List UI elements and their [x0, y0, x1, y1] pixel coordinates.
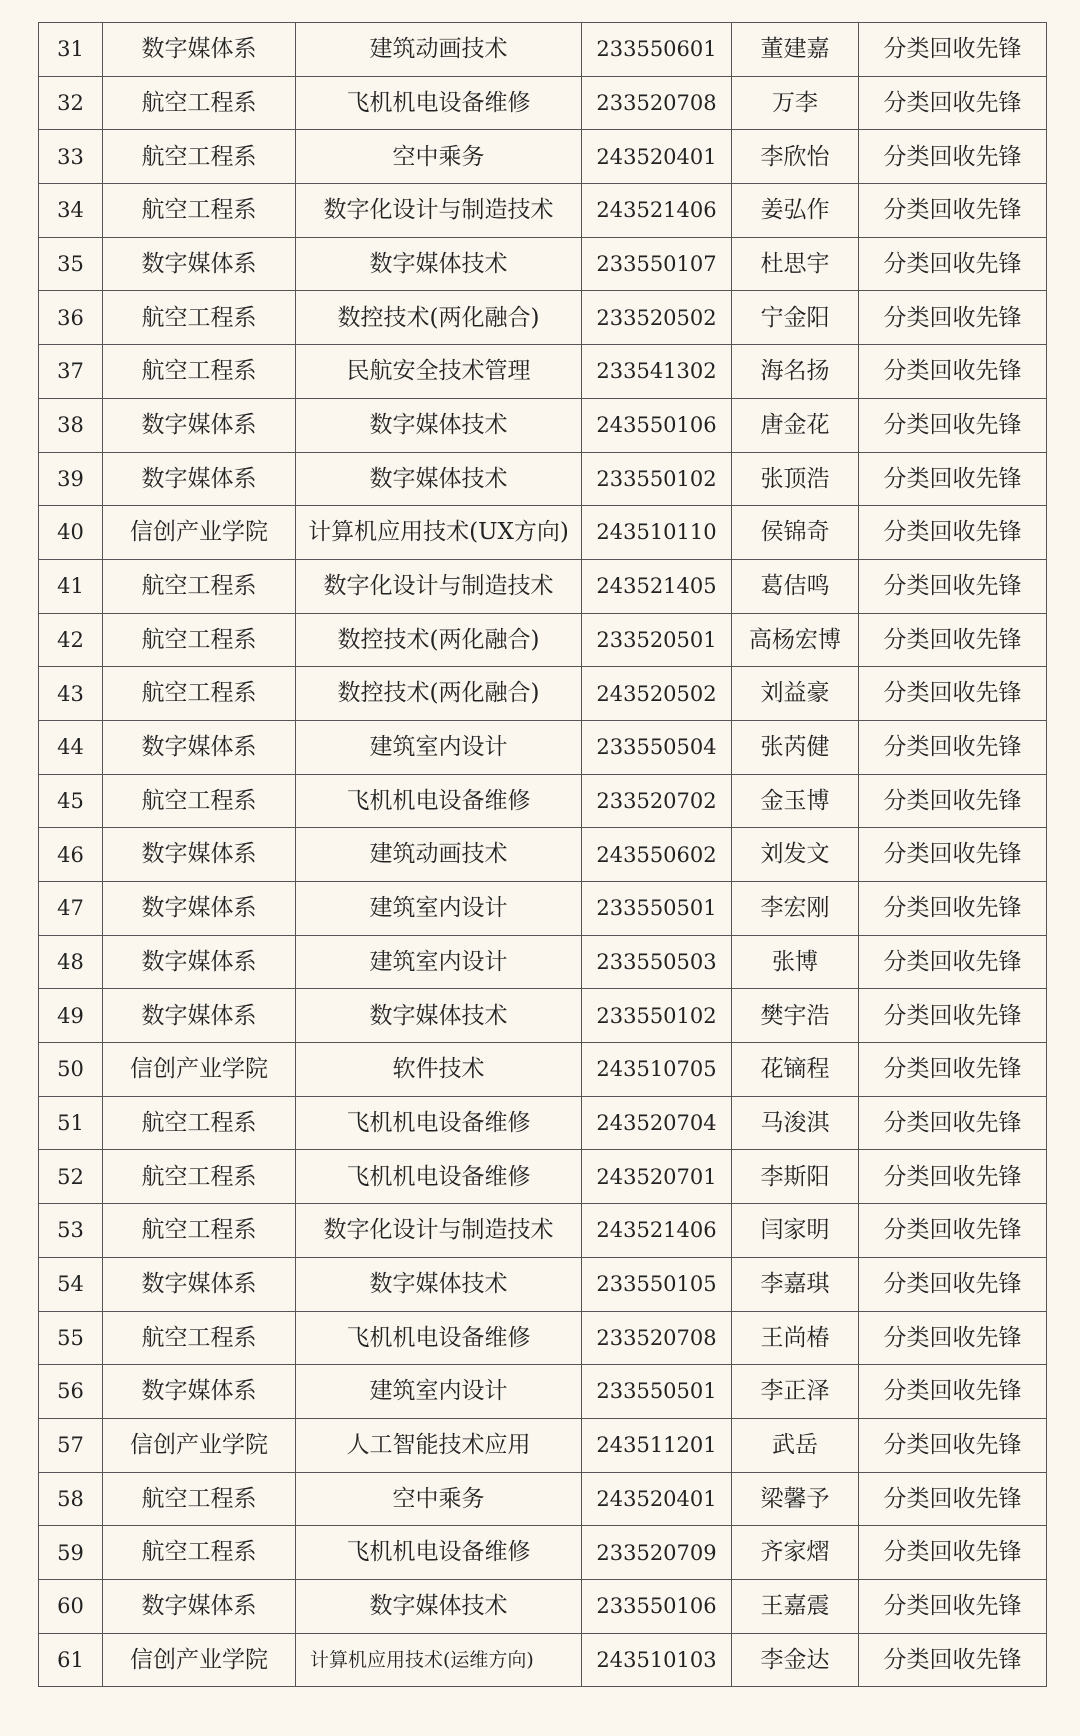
cell-department: 信创产业学院	[103, 506, 296, 560]
cell-name: 万李	[732, 76, 859, 130]
cell-name: 花镝程	[732, 1043, 859, 1097]
cell-name: 马浚淇	[732, 1096, 859, 1150]
cell-major: 飞机机电设备维修	[296, 1526, 582, 1580]
table-row	[39, 667, 1047, 721]
cell-student-id: 243520701	[582, 1150, 732, 1204]
cell-name: 葛佶鸣	[732, 559, 859, 613]
cell-student-id: 233550504	[582, 720, 732, 774]
cell-major: 数控技术(两化融合)	[296, 613, 582, 667]
cell-award: 分类回收先锋	[859, 989, 1047, 1043]
cell-major: 数字化设计与制造技术	[296, 559, 582, 613]
cell-department: 数字媒体系	[103, 828, 296, 882]
cell-major: 软件技术	[296, 1043, 582, 1097]
cell-award: 分类回收先锋	[859, 1043, 1047, 1097]
cell-major: 民航安全技术管理	[296, 345, 582, 399]
cell-major: 数字媒体技术	[296, 452, 582, 506]
table-row	[39, 1204, 1047, 1258]
cell-department: 航空工程系	[103, 1311, 296, 1365]
cell-award: 分类回收先锋	[859, 1150, 1047, 1204]
cell-major: 建筑室内设计	[296, 882, 582, 936]
cell-student-id: 243520704	[582, 1096, 732, 1150]
cell-name: 金玉博	[732, 774, 859, 828]
cell-name: 李嘉琪	[732, 1257, 859, 1311]
table-row	[39, 76, 1047, 130]
cell-department: 数字媒体系	[103, 398, 296, 452]
cell-name: 高杨宏博	[732, 613, 859, 667]
cell-major: 数字媒体技术	[296, 398, 582, 452]
cell-student-id: 233520708	[582, 1311, 732, 1365]
cell-award: 分类回收先锋	[859, 720, 1047, 774]
cell-department: 航空工程系	[103, 345, 296, 399]
cell-name: 梁馨予	[732, 1472, 859, 1526]
cell-award: 分类回收先锋	[859, 506, 1047, 560]
cell-major: 空中乘务	[296, 130, 582, 184]
cell-award: 分类回收先锋	[859, 1311, 1047, 1365]
table-row	[39, 1096, 1047, 1150]
cell-index: 59	[39, 1526, 103, 1580]
cell-department: 航空工程系	[103, 1096, 296, 1150]
cell-student-id: 233520709	[582, 1526, 732, 1580]
cell-index: 57	[39, 1418, 103, 1472]
cell-student-id: 243550106	[582, 398, 732, 452]
cell-name: 刘发文	[732, 828, 859, 882]
table-row	[39, 1311, 1047, 1365]
cell-major: 建筑室内设计	[296, 720, 582, 774]
cell-student-id: 233550102	[582, 989, 732, 1043]
cell-index: 32	[39, 76, 103, 130]
cell-award: 分类回收先锋	[859, 291, 1047, 345]
cell-student-id: 243510705	[582, 1043, 732, 1097]
cell-major: 人工智能技术应用	[296, 1418, 582, 1472]
cell-major: 飞机机电设备维修	[296, 1150, 582, 1204]
cell-student-id: 233541302	[582, 345, 732, 399]
cell-name: 侯锦奇	[732, 506, 859, 560]
cell-department: 信创产业学院	[103, 1043, 296, 1097]
cell-department: 航空工程系	[103, 1526, 296, 1580]
cell-index: 51	[39, 1096, 103, 1150]
cell-student-id: 243520401	[582, 1472, 732, 1526]
cell-index: 39	[39, 452, 103, 506]
table-row	[39, 1472, 1047, 1526]
cell-department: 数字媒体系	[103, 1365, 296, 1419]
table-row	[39, 559, 1047, 613]
cell-major: 飞机机电设备维修	[296, 1311, 582, 1365]
cell-name: 李宏刚	[732, 882, 859, 936]
cell-award: 分类回收先锋	[859, 1204, 1047, 1258]
cell-major: 飞机机电设备维修	[296, 1096, 582, 1150]
cell-major: 数字媒体技术	[296, 1579, 582, 1633]
cell-index: 38	[39, 398, 103, 452]
cell-student-id: 233520502	[582, 291, 732, 345]
cell-department: 数字媒体系	[103, 237, 296, 291]
cell-major: 计算机应用技术(UX方向)	[296, 506, 582, 560]
cell-award: 分类回收先锋	[859, 1257, 1047, 1311]
cell-award: 分类回收先锋	[859, 398, 1047, 452]
cell-award: 分类回收先锋	[859, 667, 1047, 721]
cell-department: 航空工程系	[103, 184, 296, 238]
cell-student-id: 243511201	[582, 1418, 732, 1472]
cell-student-id: 233550102	[582, 452, 732, 506]
cell-name: 张芮健	[732, 720, 859, 774]
table-row	[39, 1043, 1047, 1097]
cell-name: 李欣怡	[732, 130, 859, 184]
cell-index: 42	[39, 613, 103, 667]
table-row	[39, 1365, 1047, 1419]
cell-student-id: 243520502	[582, 667, 732, 721]
cell-award: 分类回收先锋	[859, 452, 1047, 506]
cell-student-id: 243550602	[582, 828, 732, 882]
table-row	[39, 774, 1047, 828]
cell-department: 航空工程系	[103, 291, 296, 345]
cell-index: 31	[39, 23, 103, 77]
cell-department: 信创产业学院	[103, 1418, 296, 1472]
cell-department: 航空工程系	[103, 774, 296, 828]
table-row	[39, 452, 1047, 506]
cell-name: 李金达	[732, 1633, 859, 1687]
cell-name: 李斯阳	[732, 1150, 859, 1204]
cell-index: 56	[39, 1365, 103, 1419]
cell-award: 分类回收先锋	[859, 1633, 1047, 1687]
cell-major: 数字媒体技术	[296, 1257, 582, 1311]
cell-major: 建筑室内设计	[296, 1365, 582, 1419]
cell-major: 数控技术(两化融合)	[296, 667, 582, 721]
table-row	[39, 1150, 1047, 1204]
cell-award: 分类回收先锋	[859, 76, 1047, 130]
cell-major: 飞机机电设备维修	[296, 76, 582, 130]
cell-major: 数字媒体技术	[296, 989, 582, 1043]
cell-index: 46	[39, 828, 103, 882]
cell-award: 分类回收先锋	[859, 1472, 1047, 1526]
cell-award: 分类回收先锋	[859, 1526, 1047, 1580]
cell-award: 分类回收先锋	[859, 1365, 1047, 1419]
table-row	[39, 237, 1047, 291]
cell-index: 44	[39, 720, 103, 774]
cell-student-id: 243510110	[582, 506, 732, 560]
cell-index: 52	[39, 1150, 103, 1204]
cell-index: 61	[39, 1633, 103, 1687]
cell-major: 计算机应用技术(运维方向)	[296, 1633, 582, 1687]
cell-department: 航空工程系	[103, 76, 296, 130]
cell-name: 王尚椿	[732, 1311, 859, 1365]
table-row	[39, 1579, 1047, 1633]
cell-department: 航空工程系	[103, 1204, 296, 1258]
cell-department: 数字媒体系	[103, 1579, 296, 1633]
cell-index: 55	[39, 1311, 103, 1365]
cell-index: 49	[39, 989, 103, 1043]
cell-index: 40	[39, 506, 103, 560]
table-row	[39, 1257, 1047, 1311]
table-row	[39, 184, 1047, 238]
cell-award: 分类回收先锋	[859, 935, 1047, 989]
table-row	[39, 720, 1047, 774]
cell-award: 分类回收先锋	[859, 559, 1047, 613]
cell-name: 刘益豪	[732, 667, 859, 721]
cell-index: 58	[39, 1472, 103, 1526]
cell-department: 数字媒体系	[103, 935, 296, 989]
cell-major: 空中乘务	[296, 1472, 582, 1526]
cell-index: 36	[39, 291, 103, 345]
cell-index: 45	[39, 774, 103, 828]
cell-department: 数字媒体系	[103, 23, 296, 77]
award-list-table	[38, 22, 1047, 1687]
cell-major: 建筑动画技术	[296, 23, 582, 77]
cell-major: 飞机机电设备维修	[296, 774, 582, 828]
cell-student-id: 233520702	[582, 774, 732, 828]
table-row	[39, 828, 1047, 882]
cell-name: 唐金花	[732, 398, 859, 452]
cell-index: 60	[39, 1579, 103, 1633]
cell-major: 建筑室内设计	[296, 935, 582, 989]
cell-student-id: 243521405	[582, 559, 732, 613]
cell-department: 航空工程系	[103, 130, 296, 184]
cell-index: 43	[39, 667, 103, 721]
cell-department: 航空工程系	[103, 667, 296, 721]
cell-award: 分类回收先锋	[859, 184, 1047, 238]
cell-name: 武岳	[732, 1418, 859, 1472]
cell-award: 分类回收先锋	[859, 345, 1047, 399]
cell-award: 分类回收先锋	[859, 237, 1047, 291]
table-row	[39, 1526, 1047, 1580]
cell-major: 数控技术(两化融合)	[296, 291, 582, 345]
cell-index: 54	[39, 1257, 103, 1311]
cell-department: 信创产业学院	[103, 1633, 296, 1687]
cell-major: 数字媒体技术	[296, 237, 582, 291]
cell-student-id: 243521406	[582, 1204, 732, 1258]
table-row	[39, 291, 1047, 345]
table-row	[39, 882, 1047, 936]
cell-award: 分类回收先锋	[859, 613, 1047, 667]
cell-name: 张顶浩	[732, 452, 859, 506]
table-row	[39, 613, 1047, 667]
cell-name: 李正泽	[732, 1365, 859, 1419]
cell-name: 樊宇浩	[732, 989, 859, 1043]
cell-award: 分类回收先锋	[859, 23, 1047, 77]
cell-student-id: 233550107	[582, 237, 732, 291]
table-row	[39, 398, 1047, 452]
cell-award: 分类回收先锋	[859, 130, 1047, 184]
cell-award: 分类回收先锋	[859, 1096, 1047, 1150]
cell-student-id: 233550501	[582, 882, 732, 936]
cell-name: 董建嘉	[732, 23, 859, 77]
cell-major: 数字化设计与制造技术	[296, 184, 582, 238]
cell-award: 分类回收先锋	[859, 774, 1047, 828]
cell-name: 海名扬	[732, 345, 859, 399]
cell-award: 分类回收先锋	[859, 828, 1047, 882]
cell-student-id: 243520401	[582, 130, 732, 184]
cell-department: 数字媒体系	[103, 452, 296, 506]
cell-index: 37	[39, 345, 103, 399]
table-row	[39, 1633, 1047, 1687]
cell-department: 数字媒体系	[103, 882, 296, 936]
cell-index: 41	[39, 559, 103, 613]
cell-name: 宁金阳	[732, 291, 859, 345]
cell-name: 杜思宇	[732, 237, 859, 291]
table-row	[39, 989, 1047, 1043]
cell-major: 数字化设计与制造技术	[296, 1204, 582, 1258]
cell-name: 张博	[732, 935, 859, 989]
cell-index: 34	[39, 184, 103, 238]
cell-department: 航空工程系	[103, 1472, 296, 1526]
cell-index: 50	[39, 1043, 103, 1097]
cell-student-id: 233520708	[582, 76, 732, 130]
cell-student-id: 243521406	[582, 184, 732, 238]
cell-index: 48	[39, 935, 103, 989]
cell-award: 分类回收先锋	[859, 882, 1047, 936]
table-row	[39, 345, 1047, 399]
cell-index: 35	[39, 237, 103, 291]
cell-name: 姜弘作	[732, 184, 859, 238]
cell-department: 航空工程系	[103, 1150, 296, 1204]
cell-award: 分类回收先锋	[859, 1579, 1047, 1633]
cell-department: 数字媒体系	[103, 1257, 296, 1311]
cell-award: 分类回收先锋	[859, 1418, 1047, 1472]
cell-student-id: 233550105	[582, 1257, 732, 1311]
cell-major: 建筑动画技术	[296, 828, 582, 882]
cell-student-id: 233550106	[582, 1579, 732, 1633]
cell-department: 航空工程系	[103, 613, 296, 667]
cell-index: 33	[39, 130, 103, 184]
cell-student-id: 233520501	[582, 613, 732, 667]
cell-department: 航空工程系	[103, 559, 296, 613]
cell-student-id: 233550601	[582, 23, 732, 77]
cell-name: 王嘉震	[732, 1579, 859, 1633]
cell-student-id: 233550503	[582, 935, 732, 989]
cell-name: 闫家明	[732, 1204, 859, 1258]
table-row	[39, 23, 1047, 77]
cell-index: 53	[39, 1204, 103, 1258]
cell-index: 47	[39, 882, 103, 936]
cell-department: 数字媒体系	[103, 989, 296, 1043]
table-row	[39, 935, 1047, 989]
cell-student-id: 243510103	[582, 1633, 732, 1687]
table-row	[39, 130, 1047, 184]
cell-name: 齐家熠	[732, 1526, 859, 1580]
table-row	[39, 1418, 1047, 1472]
cell-student-id: 233550501	[582, 1365, 732, 1419]
cell-department: 数字媒体系	[103, 720, 296, 774]
table-row	[39, 506, 1047, 560]
